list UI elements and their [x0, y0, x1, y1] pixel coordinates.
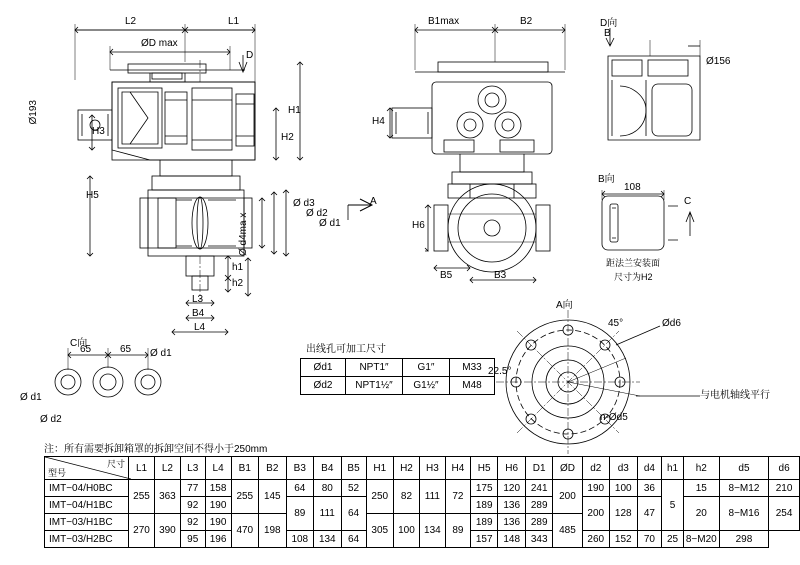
cell-h2: 20	[683, 497, 719, 531]
cell-L3: 92	[180, 514, 205, 531]
label-H6: H6	[412, 220, 425, 231]
cell-B4: 80	[314, 480, 342, 497]
label-H2: H2	[281, 132, 294, 143]
label-108: 108	[624, 182, 641, 193]
cell-B1: 470	[231, 514, 259, 548]
cell-d2-npt: NPT1½″	[346, 377, 403, 395]
header-phiD: ØD	[553, 457, 582, 480]
label-phi156: Ø156	[706, 56, 731, 67]
cell-L3: 77	[180, 480, 205, 497]
header-B1: B1	[231, 457, 259, 480]
header-H6: H6	[498, 457, 526, 480]
cell-H6: 136	[498, 497, 526, 514]
cell-B5: 64	[341, 497, 366, 531]
cell-d1-label: Ød1	[301, 359, 346, 377]
header-h2: h2	[683, 457, 719, 480]
header-d5: d5	[719, 457, 768, 480]
label-H4: H4	[372, 116, 385, 127]
header-d4: d4	[637, 457, 662, 480]
label-L3: L3	[192, 294, 204, 305]
cell-h2: 15	[683, 480, 719, 497]
header-B3: B3	[286, 457, 314, 480]
cell-d2-label: Ød2	[301, 377, 346, 395]
table-row	[301, 377, 495, 395]
label-A-arrow: A	[370, 196, 377, 207]
cell-d5: 8−M16	[719, 497, 768, 531]
label-A-view-caption: A向	[556, 300, 573, 311]
header-L1: L1	[129, 457, 155, 480]
cell-d3: 128	[610, 497, 638, 531]
table-header-row	[45, 457, 800, 480]
cell-phiD: 485	[553, 514, 582, 548]
cell-B2: 198	[259, 514, 287, 548]
header-d6: d6	[769, 457, 800, 480]
cell-L4: 196	[205, 531, 231, 548]
header-B5: B5	[341, 457, 366, 480]
label-phid2: Ø d2	[306, 208, 328, 219]
header-h1: h1	[662, 457, 684, 480]
label-B-arrow-in-D: B	[604, 28, 611, 39]
label-C-phid2: Ø d2	[40, 414, 62, 425]
cell-L4: 190	[205, 514, 231, 531]
header-D1: D1	[525, 457, 553, 480]
cell-B4: 134	[314, 531, 342, 548]
cell-H1: 305	[366, 514, 394, 548]
header-B4: B4	[314, 457, 342, 480]
outlet-hole-table	[300, 358, 495, 395]
cell-L2: 390	[154, 514, 180, 548]
label-n-phid5: n-Ød5	[600, 412, 628, 423]
label-phiD-max: ØD max	[141, 38, 178, 49]
header-H4: H4	[445, 457, 470, 480]
header-L4: L4	[205, 457, 231, 480]
cell-B5: 64	[341, 531, 366, 548]
label-C-phid1-right: Ø d1	[150, 348, 172, 359]
label-C-arrow-in-B: C	[684, 196, 692, 207]
cell-d1-g: G1″	[403, 359, 450, 377]
dimension-table	[44, 456, 800, 548]
cell-d2-g: G1½″	[403, 377, 450, 395]
table-row	[45, 480, 800, 497]
cell-d1-m: M33	[450, 359, 495, 377]
cell-B1: 255	[231, 480, 259, 514]
header-d3: d3	[610, 457, 638, 480]
cell-L3: 92	[180, 497, 205, 514]
label-flange-note-1: 距法兰安装面	[606, 258, 661, 268]
corner-label-top: 尺寸	[107, 459, 126, 469]
corner-cell	[45, 457, 129, 480]
cell-B4: 111	[314, 497, 342, 531]
label-flange-note-2: 尺寸为H2	[614, 272, 653, 282]
cell-L1: 270	[129, 514, 155, 548]
cell-d6: 298	[719, 531, 768, 548]
label-H1: H1	[288, 105, 301, 116]
cell-d2: 260	[582, 531, 610, 548]
header-H1: H1	[366, 457, 394, 480]
cell-d2: 200	[582, 497, 610, 531]
label-phi193: Ø193	[28, 100, 39, 125]
cell-H5: 189	[470, 514, 498, 531]
label-motor-axis-parallel: 与电机轴线平行	[700, 390, 770, 401]
cell-d4: 70	[637, 531, 662, 548]
cell-B3: 108	[286, 531, 314, 548]
cell-h2: 25	[662, 531, 684, 548]
cell-B5: 52	[341, 480, 366, 497]
cell-d5: 8−M12	[719, 480, 768, 497]
label-C-phid1-left: Ø d1	[20, 392, 42, 403]
corner-label-bottom: 型号	[48, 468, 67, 478]
cell-model: IMT−03/H1BC	[45, 514, 129, 531]
cell-L4: 190	[205, 497, 231, 514]
cell-H6: 136	[498, 514, 526, 531]
cell-d6: 254	[769, 497, 800, 531]
cell-d3: 152	[610, 531, 638, 548]
cell-H2: 82	[394, 480, 420, 514]
header-H3: H3	[419, 457, 445, 480]
label-H3: H3	[92, 126, 105, 137]
label-B5: B5	[440, 270, 453, 281]
cell-H3: 134	[419, 514, 445, 548]
cell-h1: 5	[662, 480, 684, 531]
cell-L4: 158	[205, 480, 231, 497]
label-C-view-caption: C向	[70, 338, 88, 349]
label-angle-45: 45°	[608, 318, 624, 329]
cell-D1: 289	[525, 497, 553, 514]
label-L4: L4	[194, 322, 206, 333]
cell-model: IMT−04/H1BC	[45, 497, 129, 514]
label-D-view-caption: D向	[600, 18, 618, 29]
label-phid1: Ø d1	[319, 218, 341, 229]
cell-d1-npt: NPT1″	[346, 359, 403, 377]
cell-d5: 8−M20	[683, 531, 719, 548]
cell-d2: 190	[582, 480, 610, 497]
cell-L3: 95	[180, 531, 205, 548]
cell-H4: 89	[445, 514, 470, 548]
header-H2: H2	[394, 457, 420, 480]
header-d2: d2	[582, 457, 610, 480]
label-C-dim-1: 65	[80, 344, 92, 355]
cell-B3: 64	[286, 480, 314, 497]
label-L1: L1	[228, 16, 240, 27]
cell-d4: 47	[637, 497, 662, 531]
cell-H1: 250	[366, 480, 394, 514]
cell-H5: 175	[470, 480, 498, 497]
label-phid3: Ø d3	[293, 198, 315, 209]
table-row	[301, 359, 495, 377]
label-phid4max: Ø d4ma x	[238, 212, 249, 256]
label-D-arrow: D	[246, 50, 254, 61]
label-phid6: Ød6	[662, 318, 681, 329]
label-H5: H5	[86, 190, 99, 201]
label-L2: L2	[125, 16, 137, 27]
cell-H3: 111	[419, 480, 445, 514]
label-h2: h2	[232, 278, 244, 289]
header-L2: L2	[154, 457, 180, 480]
cell-model: IMT−04/H0BC	[45, 480, 129, 497]
cell-H4: 72	[445, 480, 470, 514]
header-L3: L3	[180, 457, 205, 480]
cell-B2: 145	[259, 480, 287, 514]
cell-d2-m: M48	[450, 377, 495, 395]
label-B1max: B1max	[428, 16, 460, 27]
label-C-dim-2: 65	[120, 344, 132, 355]
cell-d4: 36	[637, 480, 662, 497]
cell-B3: 89	[286, 497, 314, 531]
header-B2: B2	[259, 457, 287, 480]
cell-L2: 363	[154, 480, 180, 514]
outlet-table-title: 出线孔可加工尺寸	[306, 344, 386, 355]
cell-H5: 189	[470, 497, 498, 514]
general-note: 注：所有需要拆卸箱罩的拆卸空间不得小于250mm	[44, 444, 268, 455]
cell-d3: 100	[610, 480, 638, 497]
cell-H6: 120	[498, 480, 526, 497]
cell-D1: 343	[525, 531, 553, 548]
header-H5: H5	[470, 457, 498, 480]
cell-H2: 100	[394, 514, 420, 548]
cell-model: IMT−03/H2BC	[45, 531, 129, 548]
label-h1: h1	[232, 262, 244, 273]
cell-D1: 289	[525, 514, 553, 531]
label-B2: B2	[520, 16, 533, 27]
cell-L1: 255	[129, 480, 155, 514]
cell-H5: 157	[470, 531, 498, 548]
label-B4: B4	[192, 308, 205, 319]
label-B3: B3	[494, 270, 507, 281]
label-angle-22-5: 22.5°	[488, 366, 512, 377]
cell-D1: 241	[525, 480, 553, 497]
cell-phiD: 200	[553, 480, 582, 514]
label-B-view-caption: B向	[598, 174, 615, 185]
cell-d6: 210	[769, 480, 800, 497]
cell-H6: 148	[498, 531, 526, 548]
